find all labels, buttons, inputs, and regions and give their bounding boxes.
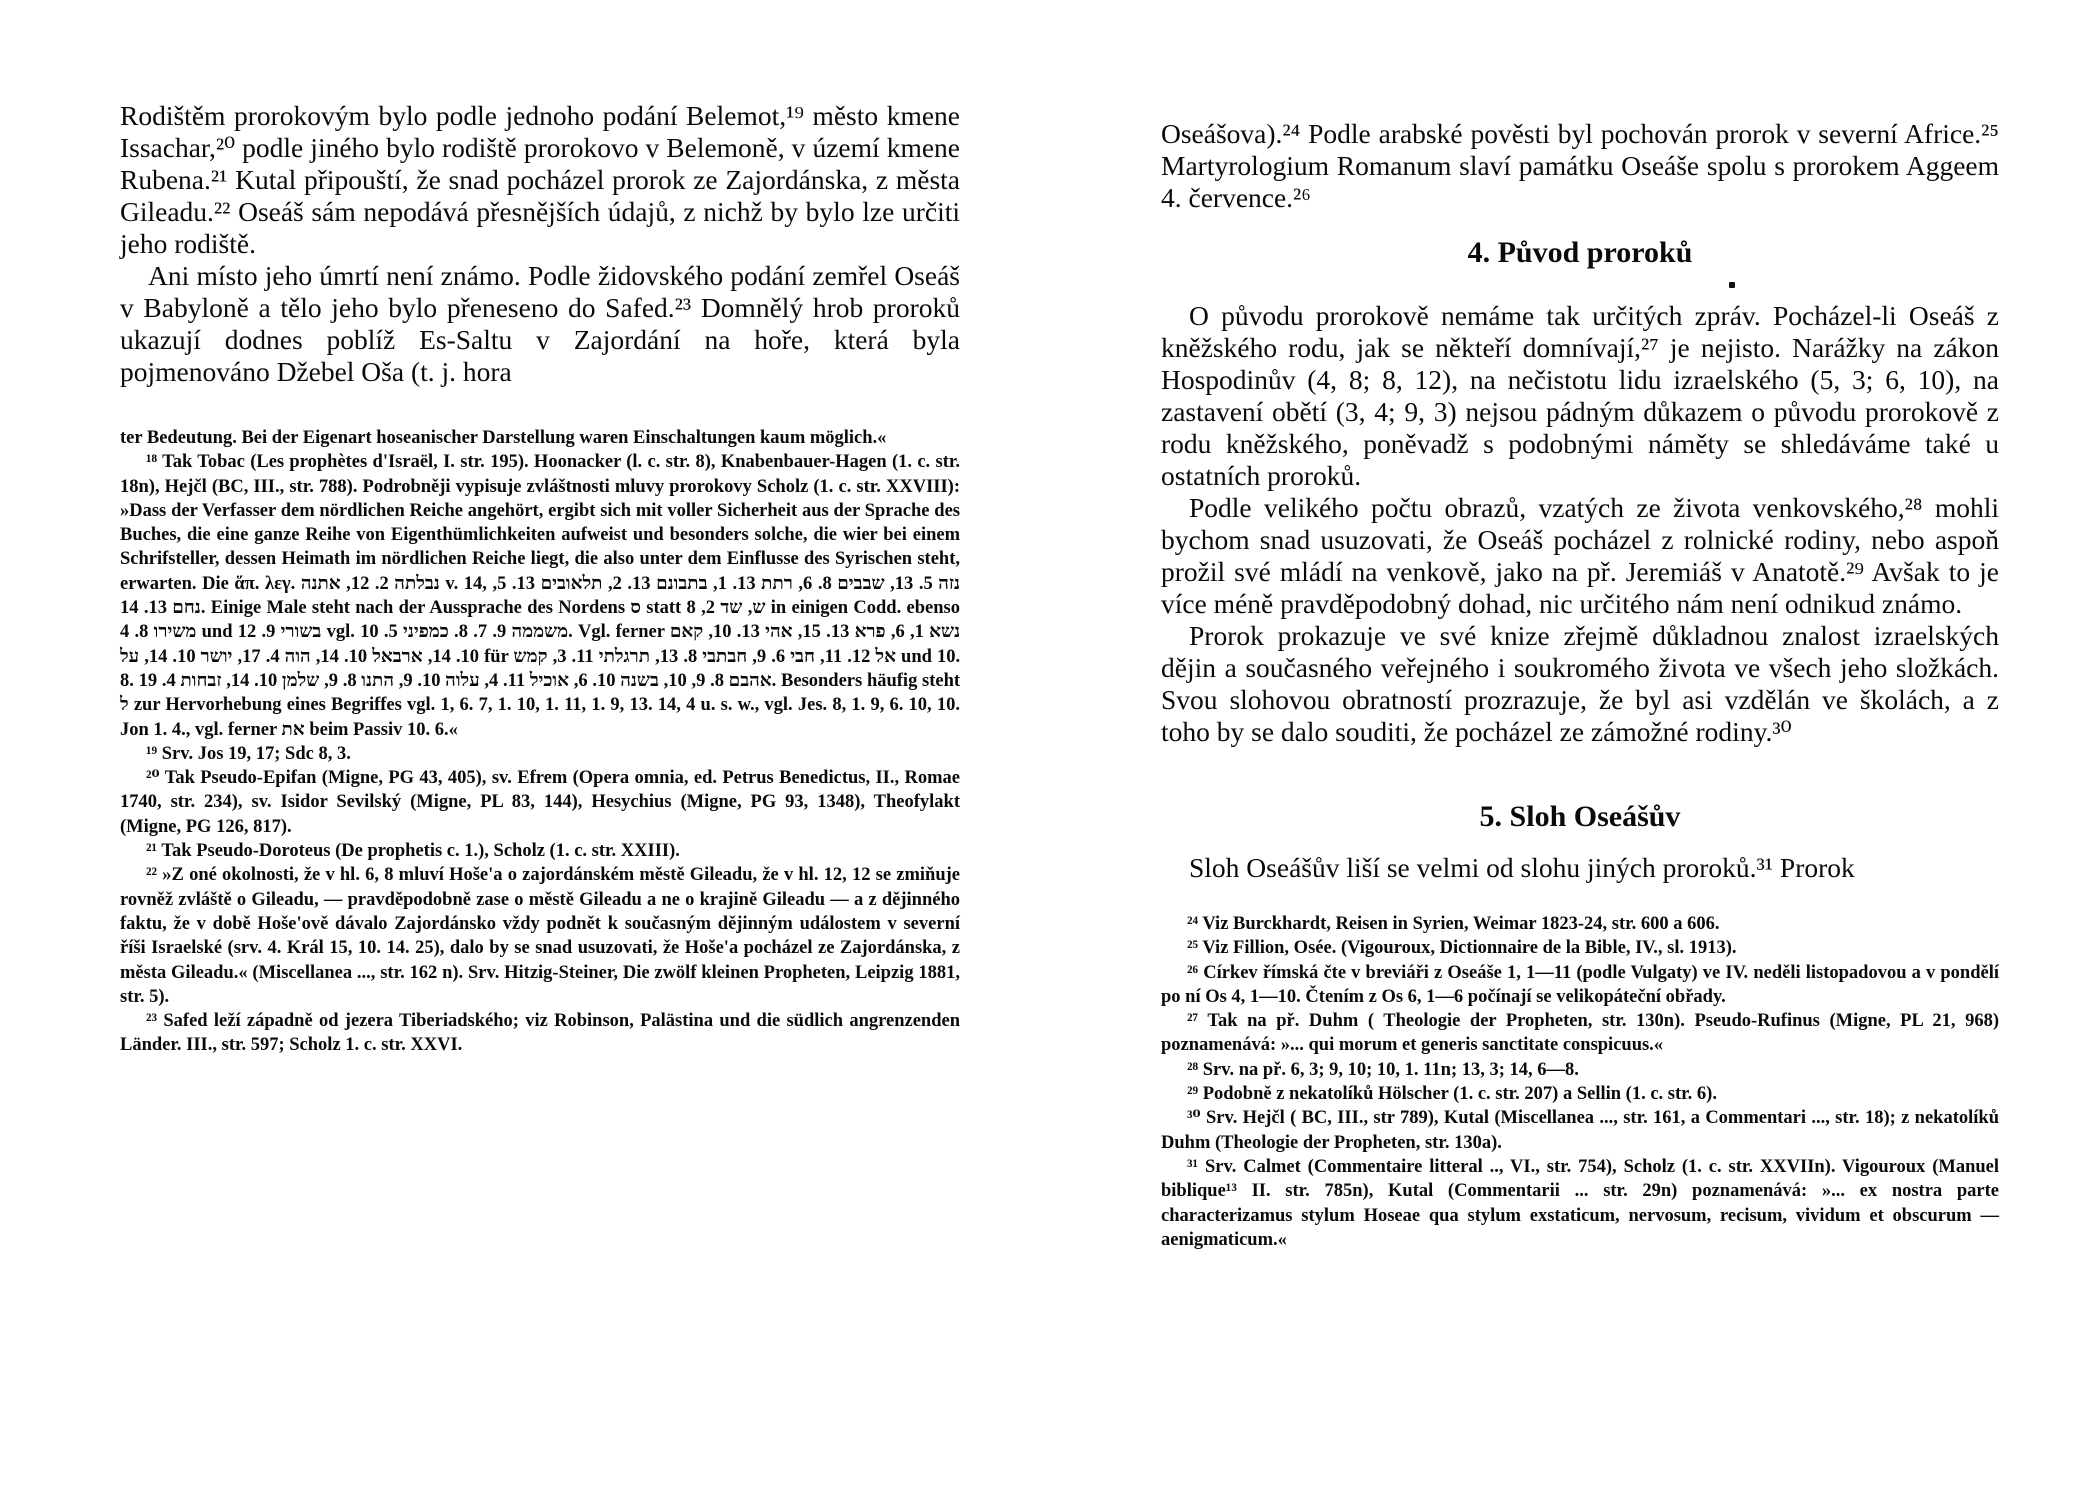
body-paragraph: Podle velikého počtu obrazů, vzatých ze života venkovského,²⁸ mohli bychom snad usuzovati, že Oseáš pocházel z rolnické rodiny, nebo aspoň prožil své mládí na venkově, jako na př. Jeremiáš v Anatotě.²⁹ Avšak to je více méně pravděpodobný dohad, nic určitého nám není odnikud známo. bbox=[1161, 492, 1999, 619]
footnote-continuation: ter Bedeutung. Bei der Eigenart hoseanischer Darstellung waren Einschaltungen kaum möglich.« bbox=[120, 428, 887, 448]
body-paragraph: Prorok prokazuje ve své knize zřejmě důkladnou znalost izraelských dějin a současného veřejného i soukromého života ve všech jeho složkách. Svou slohovou obratností prozrazuje, že byl asi vzdělán ve školách, a z toho by se dalo souditi, že pocházel ze zámožné rodiny.³⁰ bbox=[1161, 620, 1999, 747]
footnote-24: ²⁴ Viz Burckhardt, Reisen in Syrien, Weimar 1823-24, str. 600 a 606. bbox=[1187, 914, 1720, 934]
footnote-31: ³¹ Srv. Calmet (Commentaire litteral .., VI., str. 754), Scholz (1. c. str. XXVIIn). Vigouroux (Manuel biblique¹³ II. str. 785n), Kutal (Commentarii ... str. 29n) poznamenává: »... ex nostra parte characterizamus stylum Hoseae qua stylum exstaticum, nervosum, recisum, vividum et obscurum — aenigmaticum.« bbox=[1161, 1156, 1999, 1250]
body-paragraph: Oseášova).²⁴ Podle arabské pověsti byl pochován prorok v severní Africe.²⁵ Martyrologium Romanum slaví památku Oseáše spolu s prorokem Aggeem 4. července.²⁶ bbox=[1161, 118, 1999, 213]
footnote-19: ¹⁹ Srv. Jos 19, 17; Sdc 8, 3. bbox=[146, 743, 351, 764]
right-page bbox=[1041, 0, 2082, 1500]
footnote-23: ²³ Safed leží západně od jezera Tiberiadského; viz Robinson, Palästina und die südlich angrenzenden Länder. III., str. 597; Scholz 1. c. str. XXVI. bbox=[120, 1011, 960, 1056]
section4-text bbox=[1161, 300, 1999, 748]
stray-mark-icon bbox=[1729, 282, 1735, 288]
section-heading-4: 4. Původ proroků bbox=[1467, 236, 1693, 269]
body-paragraph: Ani místo jeho úmrtí není známo. Podle židovského podání zemřel Oseáš v Babyloně a tělo jeho bylo přeneseno do Safed.²³ Domnělý hrob proroků ukazují dodnes poblíž Es-Saltu v Zajordání na hoře, která byla pojmenováno Džebel Oša (t. j. hora bbox=[120, 260, 960, 387]
left-footnotes bbox=[120, 426, 960, 1058]
left-body-text bbox=[120, 100, 960, 388]
footnote-22: ²² »Z oné okolnosti, že v hl. 6, 8 mluví Hoše'a o zajordánském městě Gileadu, že v hl. 12, 12 se zmiňuje rovněž zvláště o Gileadu, — pravděpodobně zase o městě Gileadu a ne o krajině Gileadu — a z dějinného faktu, že v době Hoše'ově dávalo Zajordánsko vždy podnět k současným dějinným událostem v severní říši Israelské (srv. 4. Král 15, 10. 14. 25), dalo by se snad usuzovati, že Hoše'a pocházel ze Zajordánska, z města Gileadu.« (Miscellanea ..., str. 162 n). Srv. Hitzig-Steiner, Die zwölf kleinen Propheten, Leipzig 1881, str. 5). bbox=[120, 865, 960, 1007]
footnote-26: ²⁶ Církev římská čte v breviáři z Oseáše 1, 1—11 (podle Vulgaty) ve IV. neděli listopadovou a v pondělí po ní Os 4, 1—10. Čtením z Os 6, 1—6 počínají se velikopáteční obřady. bbox=[1161, 962, 1999, 1007]
body-paragraph: Rodištěm prorokovým bylo podle jednoho podání Belemot,¹⁹ město kmene Issachar,²⁰ podle jiného bylo rodiště prorokovo v Belemoně, v území kmene Rubena.²¹ Kutal připouští, že snad pocházel prorok ze Zajordánska, z města Gileadu.²² Oseáš sám nepodává přesnějších údajů, z nichž by bylo lze určiti jeho rodiště. bbox=[120, 100, 960, 259]
body-paragraph: O původu prorokově nemáme tak určitých zpráv. Pocházel-li Oseáš z kněžského rodu, jak se někteří domnívají,²⁷ je nejisto. Narážky na zákon Hospodinův (4, 8; 8, 12), na nečistotu lidu izraelského (5, 3; 6, 10), na zastavení obětí (3, 4; 9, 3) nejsou pádným důkazem o původu prorokově z rodu kněžského, poněvadž s podobnými náměty se shledáváme také u ostatních proroků. bbox=[1161, 300, 1999, 491]
section-heading-5: 5. Sloh Oseášův bbox=[1479, 800, 1681, 833]
footnote-18: ¹⁸ Tak Tobac (Les prophètes d'Israël, I. str. 195). Hoonacker (l. c. str. 8), Knabenbauer-Hagen (1. c. str. 18n), Hejčl (BC, III., str. 788). Podrobněji vypisuje zvláštnosti mluvy prorokovy Scholz (1. c. str. XXVIII): »Dass der Verfasser dem nördlichen Reiche angehört, ergibt sich mit voller Sicherheit aus der Sprache des Buches, die eine ganze Reihe von Eigenthümlichkeiten aufweist und besonders solche, die wier bei einem Schrifsteller, dessen Heimath im nördlichen Reiche liegt, die also unter dem Einflusse des Syrischen steht, erwarten. Die ἅπ. λεγ. נבלתה 2. 12, אתנה v. 14, נזה 5. 13, שבבים 8. 6, רתת 13. 1, בתבונם 13. 2, תלאובים 13. 5, נחם 13. 14. Einige Male steht nach der Aussprache des Nordens ס statt ש, שד 2, 8 in einigen Codd. ebenso משירו 8. 4 und בשורי 9. 12 vgl. משממה 9. 7. 8. כמפיני 5. 10. Vgl. ferner נשא 1, 6, פרא 13. 15, אהי 13. 10, קאם 10. 14, ארבאל 10. 14, הוה 4. 17, יושר 10. 14, על für אל 12. 11, חבי 6. 9, חבתבי 8. 13, תרגלתי 11. 3, קמש und 10. 8. אהבם 8. 9, 10, בשנה 10. 6, אוכיל 11. 4, עלוה 10. 9, התנו 8. 9, שלמן 10. 14, זבחות 4. 19. Besonders häufig steht ל zur Hervorhebung eines Begriffes vgl. 1, 6. 7, 1. 10, 1. 11, 1. 9, 13. 14, 4 u. s. w., vgl. Jes. 8, 1. 9, 6. 10, 10. Jon 1. 4., vgl. ferner את beim Passiv 10. 6.« bbox=[120, 452, 961, 740]
footnote-21: ²¹ Tak Pseudo-Doroteus (De prophetis c. 1.), Scholz (1. c. str. XXIII). bbox=[146, 841, 680, 862]
section5-text bbox=[1161, 852, 1999, 884]
footnote-30: ³⁰ Srv. Hejčl ( BC, III., str 789), Kutal (Miscellanea ..., str. 161, a Commentari ..., str. 18); z nekatolíků Duhm (Theologie der Propheten, str. 130a). bbox=[1161, 1108, 1999, 1153]
footnote-20: ²⁰ Tak Pseudo-Epifan (Migne, PG 43, 405), sv. Efrem (Opera omnia, ed. Petrus Benedictus, II., Romae 1740, str. 234), sv. Isidor Sevilský (Migne, PL 83, 144), Hesychius (Migne, PG 93, 1348), Theofylakt (Migne, PG 126, 817). bbox=[120, 768, 960, 837]
footnote-29: ²⁹ Podobně z nekatolíků Hölscher (1. c. str. 207) a Sellin (1. c. str. 6). bbox=[1187, 1084, 1717, 1105]
footnote-25: ²⁵ Viz Fillion, Osée. (Vigouroux, Dictionnaire de la Bible, IV., sl. 1913). bbox=[1187, 938, 1737, 959]
right-footnotes bbox=[1161, 912, 1999, 1252]
right-top-text bbox=[1161, 118, 1999, 214]
footnote-28: ²⁸ Srv. na př. 6, 3; 9, 10; 10, 1. 11n; 13, 3; 14, 6—8. bbox=[1187, 1059, 1579, 1080]
body-paragraph: Sloh Oseášův liší se velmi od slohu jiných proroků.³¹ Prorok bbox=[1189, 852, 1855, 883]
footnote-27: ²⁷ Tak na př. Duhm ( Theologie der Propheten, str. 130n). Pseudo-Rufinus (Migne, PL 21, 968) poznamenává: »... qui morum et generis sanctitate conspicuus.« bbox=[1161, 1011, 1999, 1056]
